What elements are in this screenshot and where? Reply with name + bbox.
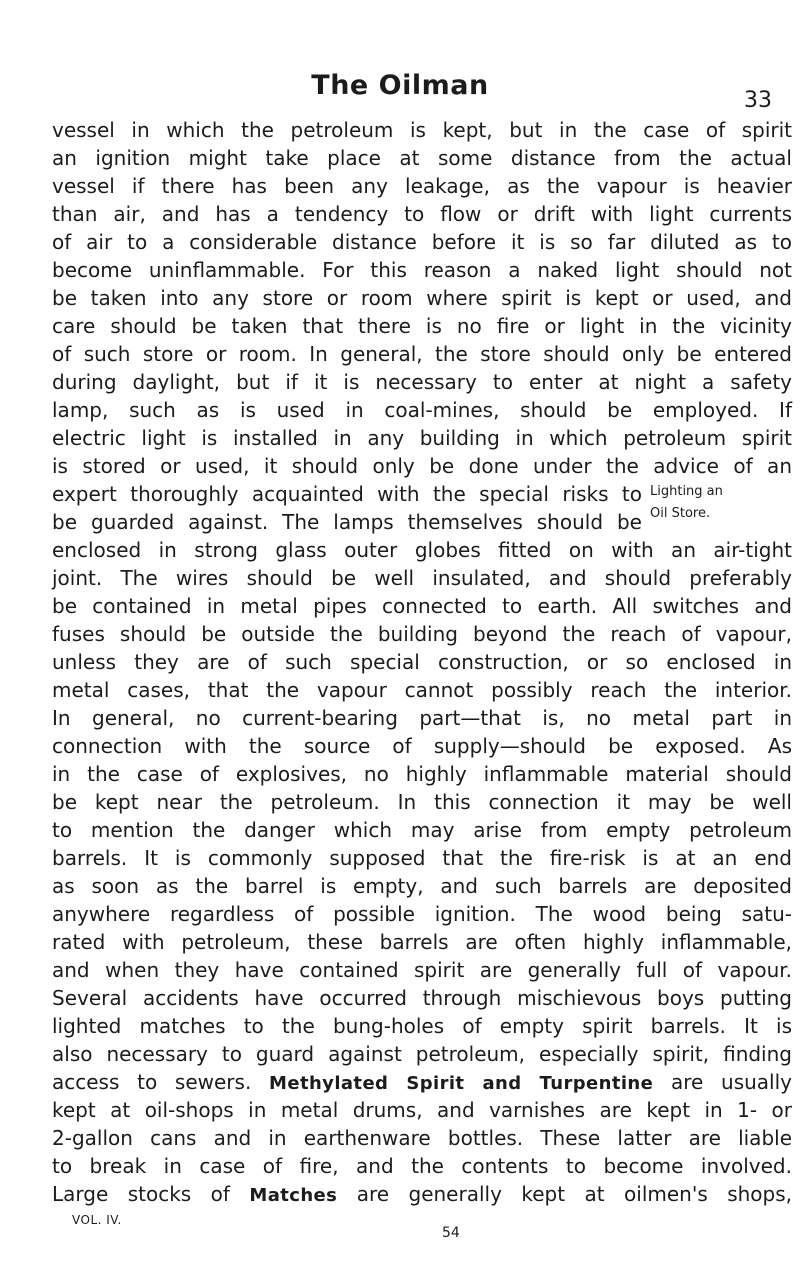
marginal-note (650, 481, 800, 525)
text-line: care should be taken that there is no fire or light in the vicinity (52, 314, 792, 338)
text-line: joint. The wires should be well insulated, and should preferably (52, 566, 792, 590)
text-line: of such store or room. In general, the store should only be entered (52, 342, 792, 366)
text-line: be guarded against. The lamps themselves should be (52, 510, 642, 534)
text-line: fuses should be outside the building beyond the reach of vapour, (52, 622, 792, 646)
text-line: enclosed in strong glass outer globes fitted on with an air-tight (52, 538, 792, 562)
running-head: The Oilman (311, 70, 489, 101)
text-line: electric light is installed in any building in which petroleum spirit (52, 426, 792, 450)
text-fragment: are usually (670, 1070, 793, 1094)
text-line: be kept near the petroleum. In this connection it may be well (52, 790, 792, 814)
text-fragment: Large stocks of (52, 1182, 230, 1206)
text-line: metal cases, that the vapour cannot possibly reach the interior. (52, 678, 792, 702)
text-line: expert thoroughly acquainted with the special risks to (52, 482, 642, 506)
text-line: 2-gallon cans and in earthenware bottles. These latter are liable (52, 1126, 792, 1150)
text-line: anywhere regardless of possible ignition. The wood being satu- (52, 902, 792, 926)
bold-term: Methylated Spirit and Turpentine (269, 1073, 654, 1094)
text-line: barrels. It is commonly supposed that the fire-risk is at an end (52, 846, 792, 870)
volume-label: VOL. IV. (72, 1213, 122, 1227)
text-fragment: access to sewers. (52, 1070, 252, 1094)
text-line: kept at oil-shops in metal drums, and varnishes are kept in 1- or (52, 1098, 792, 1122)
marginal-note-line: Oil Store. (650, 506, 711, 521)
text-line: to break in case of fire, and the contents to become involved. (52, 1154, 792, 1178)
text-line (52, 1180, 792, 1208)
text-line: Several accidents have occurred through mischievous boys putting (52, 986, 792, 1010)
text-line: also necessary to guard against petroleum, especially spirit, finding (52, 1042, 792, 1066)
text-line: become uninflammable. For this reason a naked light should not (52, 258, 792, 282)
text-line: unless they are of such special construction, or so enclosed in (52, 650, 792, 674)
text-line: rated with petroleum, these barrels are often highly inflammable, (52, 930, 792, 954)
text-line: is stored or used, it should only be done under the advice of an (52, 454, 792, 478)
text-line: lighted matches to the bung-holes of empty spirit barrels. It is (52, 1014, 792, 1038)
text-line: connection with the source of supply—should be exposed. As (52, 734, 792, 758)
text-line: during daylight, but if it is necessary to enter at night a safety (52, 370, 792, 394)
text-line: be taken into any store or room where spirit is kept or used, and (52, 286, 792, 310)
text-line: to mention the danger which may arise from empty petroleum (52, 818, 792, 842)
bold-term: Matches (249, 1185, 338, 1206)
text-line: of air to a considerable distance before it is so far diluted as to (52, 230, 792, 254)
text-line: than air, and has a tendency to flow or drift with light currents (52, 202, 792, 226)
text-fragment: are generally kept at oilmen's shops, (356, 1182, 793, 1206)
signature-mark: 54 (442, 1225, 460, 1241)
text-line: be contained in metal pipes connected to earth. All switches and (52, 594, 792, 618)
text-line: an ignition might take place at some distance from the actual (52, 146, 792, 170)
page-number: 33 (744, 88, 772, 113)
text-line: and when they have contained spirit are generally full of vapour. (52, 958, 792, 982)
marginal-note-line: Lighting an (650, 484, 723, 499)
text-line: as soon as the barrel is empty, and such barrels are deposited (52, 874, 792, 898)
text-line: lamp, such as is used in coal-mines, should be employed. If (52, 398, 792, 422)
text-line: vessel in which the petroleum is kept, but in the case of spirit (52, 118, 792, 142)
text-line: In general, no current-bearing part—that is, no metal part in (52, 706, 792, 730)
text-line: in the case of explosives, no highly inflammable material should (52, 762, 792, 786)
text-line (52, 1068, 792, 1096)
text-line: vessel if there has been any leakage, as the vapour is heavier (52, 174, 792, 198)
